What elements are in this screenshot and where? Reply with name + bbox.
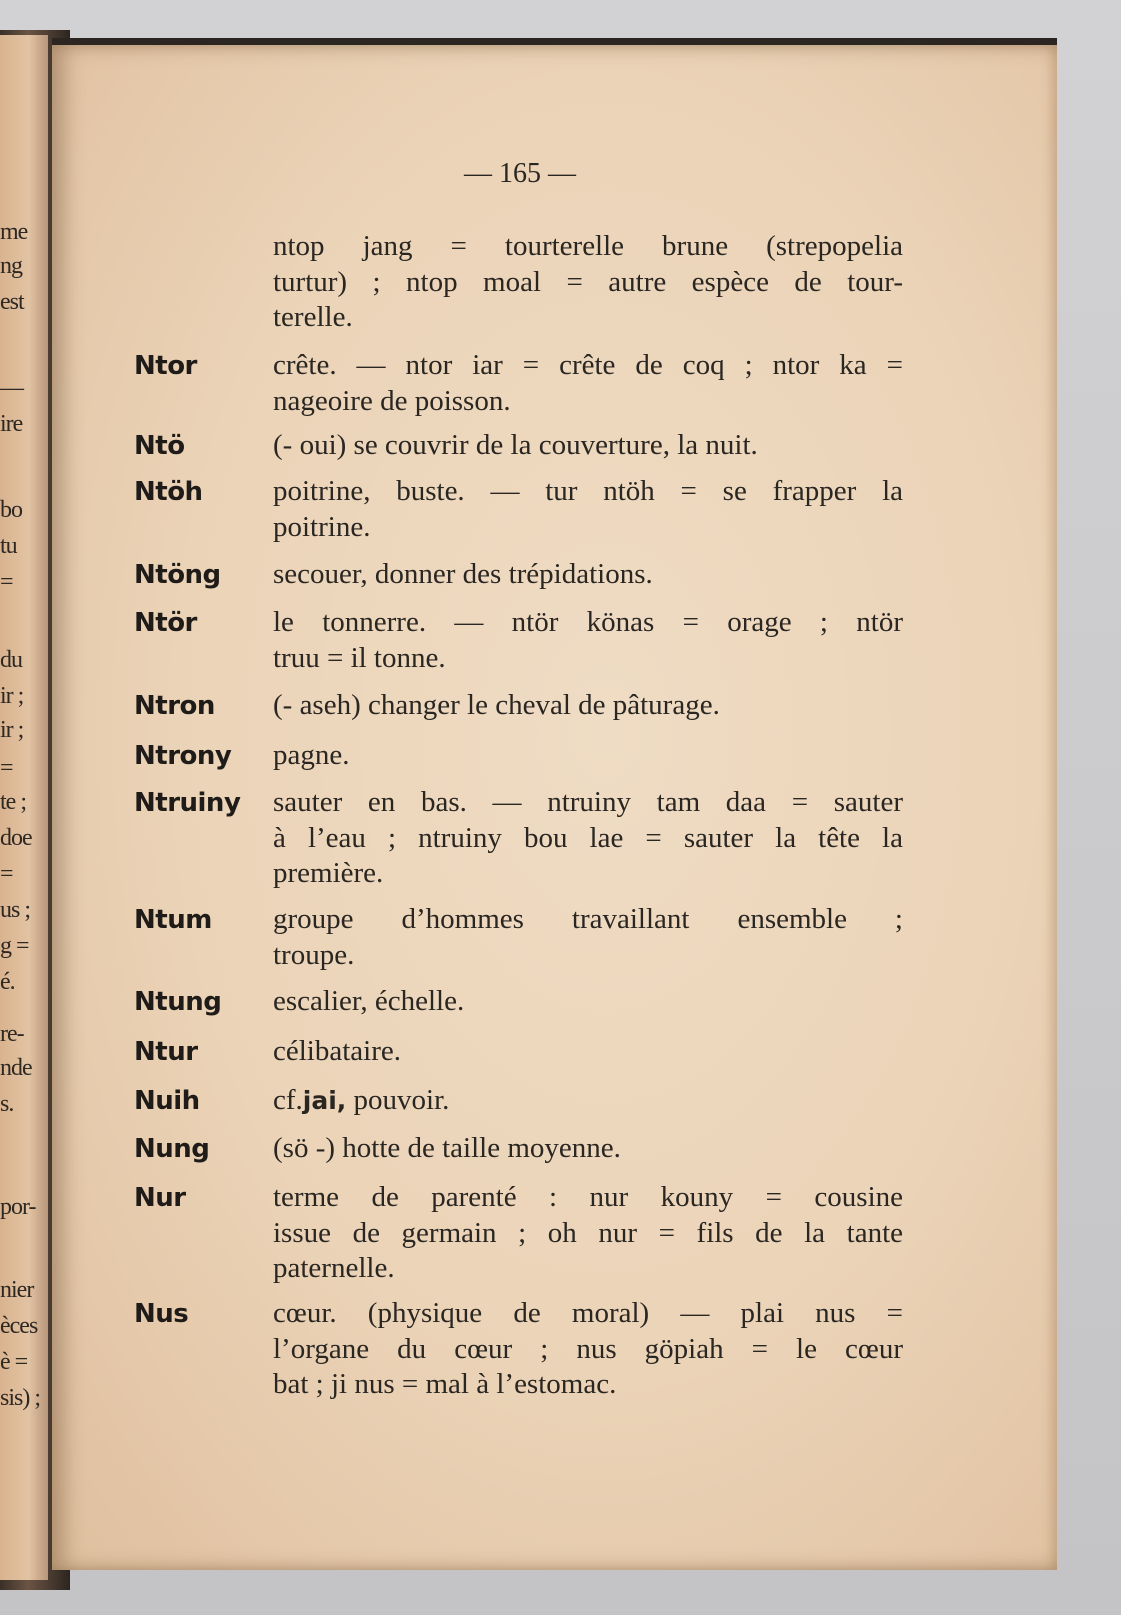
left-page-text-fragment: ir ; <box>0 717 24 743</box>
definition-line: secouer, donner des trépidations. <box>273 558 653 590</box>
left-page-text-fragment: ir ; <box>0 683 24 709</box>
left-page-text-fragment: é. <box>0 969 15 995</box>
left-page-text-fragment: por- <box>0 1194 36 1220</box>
definition-line <box>273 1083 903 1119</box>
left-page-text-fragment: = <box>0 755 13 781</box>
definition-text: cf. <box>273 1084 303 1116</box>
definition-line: terme de parenté : nur kouny = cousine <box>273 1181 903 1213</box>
entry-headword: Ntung <box>134 987 222 1017</box>
definition-line: turtur) ; ntop moal = autre espèce de tour- <box>273 265 903 298</box>
entry-definition <box>273 902 903 973</box>
cross-reference: jai, <box>302 1086 347 1115</box>
left-page-text-fragment: doe <box>0 825 32 851</box>
left-page-text-fragment: nde <box>0 1055 32 1081</box>
left-page-text-fragment: = <box>0 569 13 595</box>
definition-line: première. <box>273 857 384 889</box>
left-page-text-fragment: est <box>0 289 24 315</box>
definition-line: terelle. <box>273 301 353 333</box>
entry-headword: Nur <box>134 1183 186 1213</box>
left-page-text-fragment: du <box>0 647 22 673</box>
left-page-text-fragment: è = <box>0 1349 28 1375</box>
entry-definition <box>273 1296 903 1403</box>
entry-definition <box>273 428 903 464</box>
definition-line: (- oui) se couvrir de la couverture, la nuit. <box>273 429 758 461</box>
definition-line: troupe. <box>273 938 355 971</box>
definition-line: issue de germain ; oh nur = fils de la tante <box>273 1216 903 1249</box>
definition-line: célibataire. <box>273 1035 401 1067</box>
left-page-text-fragment: = <box>0 861 13 887</box>
entry-headword: Ntö <box>134 431 185 461</box>
entry-definition <box>273 688 903 724</box>
entry-headword: Ntum <box>134 905 212 935</box>
entry-definition <box>273 1180 903 1287</box>
entry-headword: Ntur <box>134 1037 198 1067</box>
left-page-text-fragment: s. <box>0 1091 14 1117</box>
definition-line: poitrine, buste. — tur ntöh = se frapper la <box>273 475 903 507</box>
entry-headword: Nuih <box>134 1086 200 1116</box>
definition-line: l’organe du cœur ; nus göpiah = le cœur <box>273 1332 903 1365</box>
entry-definition <box>273 738 903 774</box>
left-page-text-fragment: — <box>0 375 23 401</box>
definition-line: truu = il tonne. <box>273 641 446 674</box>
entry-headword: Ntrony <box>134 741 232 771</box>
entry-headword: Ntör <box>134 608 197 638</box>
entry-definition <box>273 1034 903 1070</box>
definition-line: sauter en bas. — ntruiny tam daa = sauter <box>273 786 903 818</box>
entry-definition <box>273 605 903 676</box>
left-page-text-fragment: g = <box>0 933 29 959</box>
definition-line: nageoire de poisson. <box>273 384 511 417</box>
entry-definition <box>273 1083 903 1119</box>
left-page-text-fragment: ire <box>0 411 23 437</box>
definition-line: à l’eau ; ntruiny bou lae = sauter la tête la <box>273 821 903 854</box>
page-number: — 165 — <box>464 158 576 189</box>
left-page-text-fragment: bo <box>0 497 22 523</box>
entry-definition <box>273 348 903 419</box>
definition-line: (sö -) hotte de taille moyenne. <box>273 1132 621 1164</box>
entry-definition <box>273 474 903 545</box>
entry-definition <box>273 984 903 1020</box>
entry-headword: Ntor <box>134 351 197 381</box>
left-page-text-fragment: us ; <box>0 897 31 923</box>
left-page-text-fragment: ng <box>0 253 22 279</box>
left-page-text-fragment: re- <box>0 1021 24 1047</box>
entry-headword: Ntron <box>134 691 215 721</box>
left-page-text-fragment: te ; <box>0 789 26 815</box>
definition-line: ntop jang = tourterelle brune (strepopelia <box>273 230 903 262</box>
left-page-text-fragment: sis) ; <box>0 1385 41 1411</box>
left-page-text-fragment: nier <box>0 1277 34 1303</box>
definition-line: paternelle. <box>273 1252 395 1284</box>
entry-definition <box>273 229 903 336</box>
definition-line: cœur. (physique de moral) — plai nus = <box>273 1297 903 1329</box>
definition-line: escalier, échelle. <box>273 985 465 1017</box>
definition-line: crête. — ntor iar = crête de coq ; ntor ka = <box>273 349 903 381</box>
entry-headword: Ntruiny <box>134 788 241 818</box>
definition-line: poitrine. <box>273 510 371 543</box>
entry-headword: Nus <box>134 1299 189 1329</box>
entry-definition <box>273 785 903 892</box>
definition-line: groupe d’hommes travaillant ensemble ; <box>273 903 903 935</box>
entry-definition <box>273 1131 903 1167</box>
left-page-text-fragment: me <box>0 219 28 245</box>
entry-headword: Nung <box>134 1134 210 1164</box>
left-page-text-fragment: èces <box>0 1313 38 1339</box>
definition-line: (- aseh) changer le cheval de pâturage. <box>273 689 720 721</box>
definition-line: le tonnerre. — ntör könas = orage ; ntör <box>273 606 903 638</box>
entry-definition <box>273 557 903 593</box>
entry-headword: Ntöng <box>134 560 221 590</box>
definition-line: pagne. <box>273 739 350 771</box>
left-page-edge <box>0 35 48 1580</box>
left-page-text-fragment: tu <box>0 533 17 559</box>
entry-headword: Ntöh <box>134 477 203 507</box>
definition-text: pouvoir. <box>346 1084 450 1116</box>
definition-line: bat ; ji nus = mal à l’estomac. <box>273 1368 617 1400</box>
